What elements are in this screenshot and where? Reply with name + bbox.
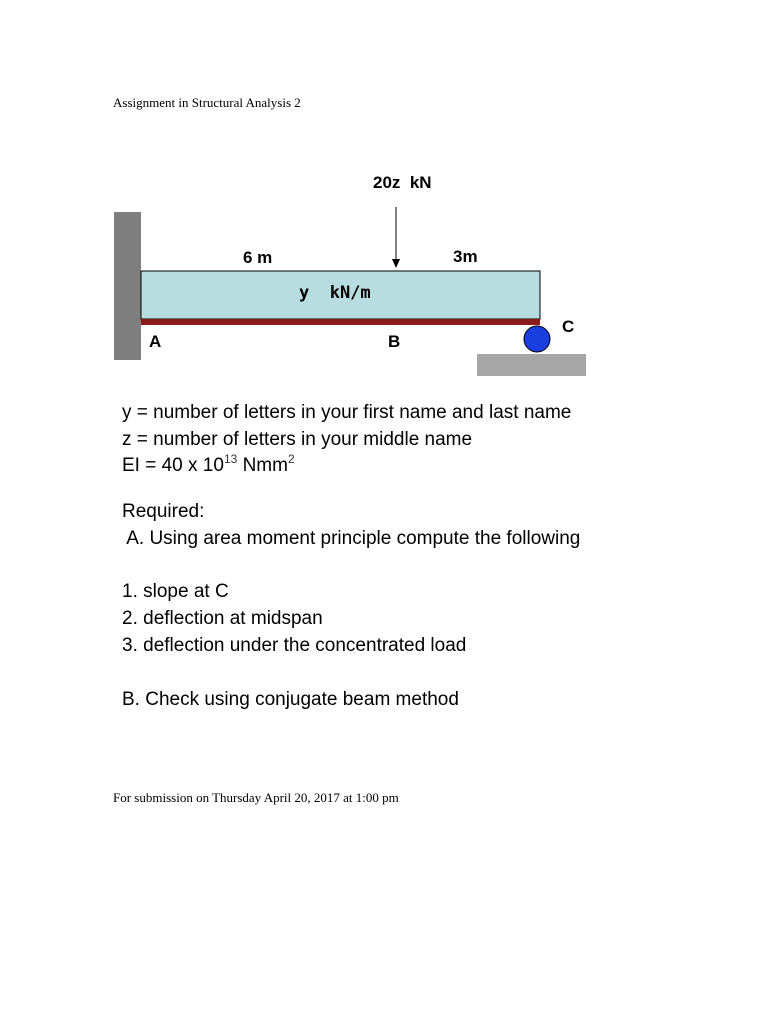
required-item-3: 3. deflection under the concentrated load [122,635,467,656]
beam-base-line [141,319,540,325]
ei-prefix: EI = 40 x 10 [122,455,224,476]
definition-y: y = number of letters in your first name and last name [122,402,572,423]
beam-figure [0,0,768,400]
ei-exponent: 13 [223,452,238,466]
ei-unit-exponent: 2 [287,452,295,466]
definition-ei [122,452,295,476]
distributed-load-label: y kN/m [299,283,371,303]
required-item-2: 2. deflection at midspan [122,608,323,629]
roller-support [524,326,550,352]
required-heading: Required: [122,501,205,522]
load-arrow-head [392,259,400,268]
ground-pad [477,354,586,376]
span-right-label: 3m [453,247,478,266]
submission-note: For submission on Thursday April 20, 2017 at 1:00 pm [113,790,399,805]
required-part-a: A. Using area moment principle compute the following [122,528,581,549]
definition-z: z = number of letters in your middle name [122,429,473,450]
load-label: 20z kN [373,173,432,192]
ei-unit: Nmm [237,455,288,476]
required-part-b: B. Check using conjugate beam method [122,689,459,710]
document-title: Assignment in Structural Analysis 2 [113,95,301,110]
point-a-label: A [149,332,162,351]
span-left-label: 6 m [243,248,273,267]
fixed-wall [114,212,141,360]
required-item-1: 1. slope at C [122,581,229,602]
beam-diagram [0,0,768,400]
point-b-label: B [388,332,401,351]
point-c-label: C [562,317,575,336]
